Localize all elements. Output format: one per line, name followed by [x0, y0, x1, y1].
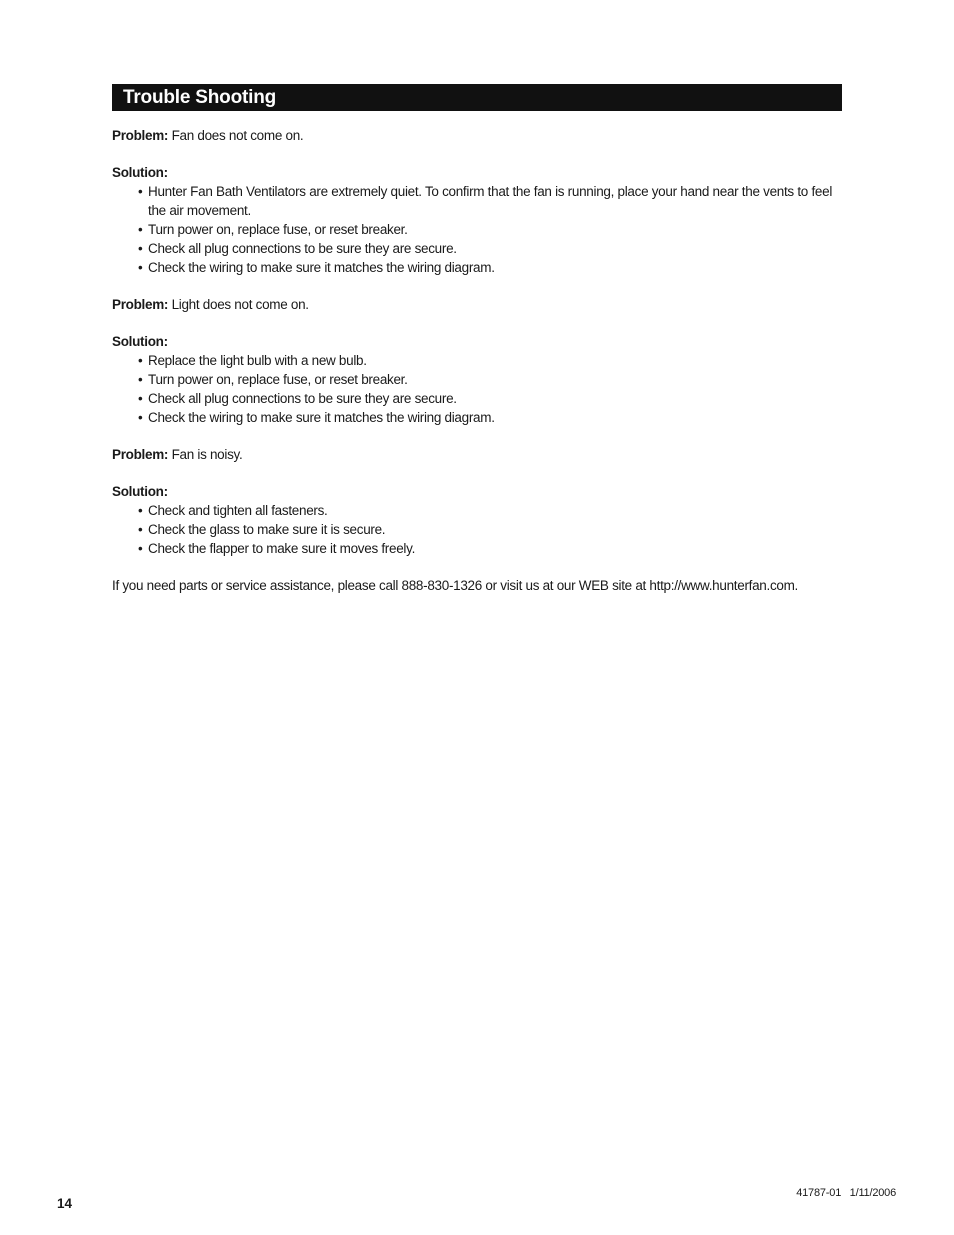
document-id: 41787-01 1/11/2006 — [796, 1187, 896, 1199]
list-item: • Check the wiring to make sure it matches the wiring diagram. — [138, 410, 495, 425]
list-item: • Hunter Fan Bath Ventilators are extremely quiet. To confirm that the fan is running, place your hand near the vents to feel the air movement. — [138, 184, 833, 218]
problem-text: Fan does not come on. — [171, 128, 304, 143]
troubleshooting-content — [112, 126, 832, 595]
list-item: • Check all plug connections to be sure they are secure. — [138, 391, 457, 406]
list-item: • Turn power on, replace fuse, or reset breaker. — [138, 372, 408, 387]
list-item: • Replace the light bulb with a new bulb. — [138, 353, 367, 368]
problem-label: Problem: — [112, 128, 169, 143]
list-item: • Check the wiring to make sure it matches the wiring diagram. — [138, 260, 495, 275]
bullet-icon: • — [138, 184, 143, 199]
problem-text: Light does not come on. — [171, 297, 309, 312]
bullet-icon: • — [138, 353, 143, 368]
problem-text: Fan is noisy. — [171, 447, 243, 462]
solution-label: Solution: — [112, 165, 168, 180]
page-number: 14 — [57, 1196, 73, 1211]
list-item: • Check all plug connections to be sure they are secure. — [138, 241, 457, 256]
solution-list — [112, 182, 832, 277]
problem-line — [112, 445, 832, 464]
solution-list — [112, 501, 832, 558]
bullet-icon: • — [138, 541, 143, 556]
solution-label: Solution: — [112, 484, 168, 499]
bullet-icon: • — [138, 372, 143, 387]
bullet-icon: • — [138, 503, 143, 518]
contact-info: If you need parts or service assistance, please call 888-830-1326 or visit us at our WEB site at http://www.hunterfan.com. — [112, 578, 799, 593]
list-item: • Check the flapper to make sure it moves freely. — [138, 541, 416, 556]
bullet-icon: • — [138, 391, 143, 406]
bullet-icon: • — [138, 222, 143, 237]
problem-line — [112, 126, 832, 145]
solution-label: Solution: — [112, 334, 168, 349]
solution-list — [112, 351, 832, 427]
problem-label: Problem: — [112, 447, 169, 462]
list-item: • Check the glass to make sure it is secure. — [138, 522, 386, 537]
bullet-icon: • — [138, 260, 143, 275]
page-title: Trouble Shooting — [123, 87, 277, 108]
bullet-icon: • — [138, 241, 143, 256]
problem-label: Problem: — [112, 297, 169, 312]
list-item: • Turn power on, replace fuse, or reset breaker. — [138, 222, 408, 237]
bullet-icon: • — [138, 522, 143, 537]
bullet-icon: • — [138, 410, 143, 425]
section-header-bar — [112, 84, 842, 111]
problem-line — [112, 295, 832, 314]
list-item: • Check and tighten all fasteners. — [138, 503, 328, 518]
